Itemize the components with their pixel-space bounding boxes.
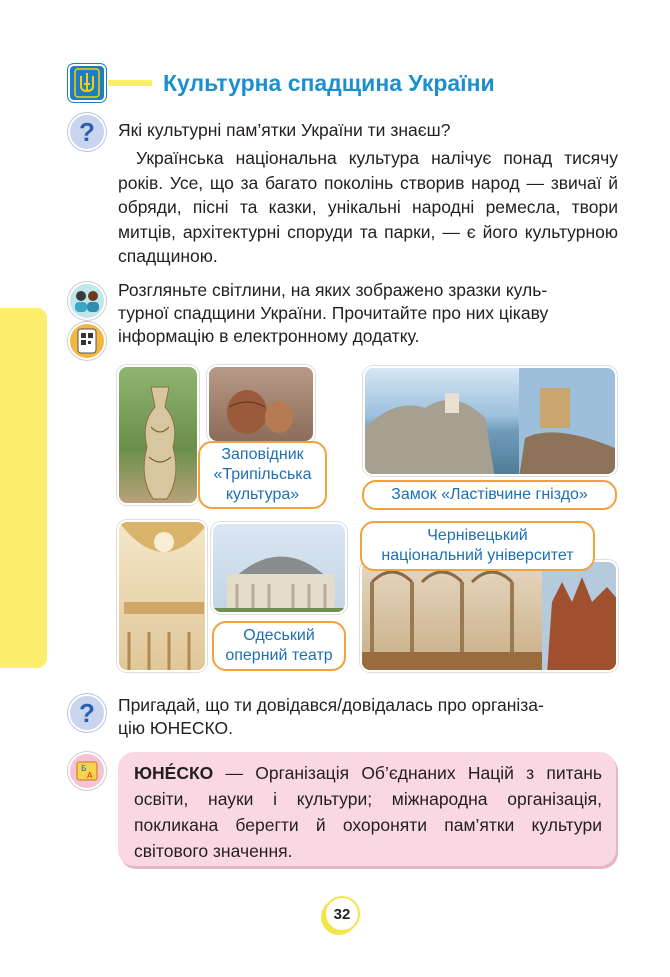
caption-trypillia: [198, 441, 327, 509]
group-work-icon: [68, 282, 106, 320]
caption-trypillia-line1: Заповідник: [221, 446, 304, 463]
section2-line1: Розгляньте світлини, на яких зображено зразки куль-: [118, 280, 548, 300]
caption-chernivtsi-line2: національний університет: [381, 547, 574, 564]
page-title: Культурна спадщина України: [163, 70, 495, 96]
svg-text:А: А: [87, 771, 93, 780]
section3-line1: Пригадай, що ти довідався/довідалась про організа-: [118, 695, 544, 715]
qr-code-icon: [68, 322, 106, 360]
caption-chernivtsi-line1: Чернівецький: [427, 527, 528, 544]
question-icon-2: ?: [68, 694, 106, 732]
section2-line2: турної спадщини України. Прочитайте про них цікаву: [118, 303, 549, 323]
swallows-nest-photo: [363, 366, 617, 476]
definition-text: — Організація Об’єднаних Націй з питань освіти, науки і культури; міжнародна організація, покликана берегти й охороняти пам’ятки культури світового значення.: [134, 763, 602, 861]
caption-trypillia-line2: «Трипільська: [213, 466, 312, 483]
caption-odesa-line1: Одеський: [243, 627, 315, 644]
caption-odesa-line2: оперний театр: [225, 647, 333, 664]
question-text-1: Які культурні пам’ятки України ти знаєш?: [118, 120, 451, 140]
page-number: 32: [324, 896, 360, 932]
section2-line3: інформацію в електронному додатку.: [118, 326, 420, 346]
caption-castle: Замок «Ластівчине гніздо»: [362, 480, 617, 510]
chernivtsi-university-photo: [360, 560, 618, 672]
definition-term: ЮНÉСКО: [134, 763, 214, 783]
odesa-opera-photo: [211, 522, 347, 614]
unesco-definition-box: [118, 752, 616, 866]
caption-odesa: [212, 621, 346, 671]
trypillia-pottery-photo: [207, 365, 315, 443]
section3-line2: цію ЮНЕСКО.: [118, 718, 233, 738]
svg-text:Б: Б: [81, 764, 87, 773]
header-decor-line: [108, 80, 152, 86]
trident-icon: [68, 64, 106, 102]
side-accent-bar: [0, 308, 47, 668]
intro-paragraph: Українська національна культура налічує понад тисячу років. Усе, що за багато поколінь створив народ — звичаї й обряди, пісні та казки, унікальні народні ремесла, твори митців, архітектурні споруди та парки, — є його культурною спадщиною.: [118, 148, 618, 266]
caption-chernivtsi: [360, 521, 595, 571]
dictionary-icon: [68, 752, 106, 790]
caption-trypillia-line3: культура»: [225, 486, 300, 503]
question-icon: ?: [68, 113, 106, 151]
opera-interior-photo: [117, 520, 207, 672]
trypillia-figurine-photo: [117, 365, 199, 505]
